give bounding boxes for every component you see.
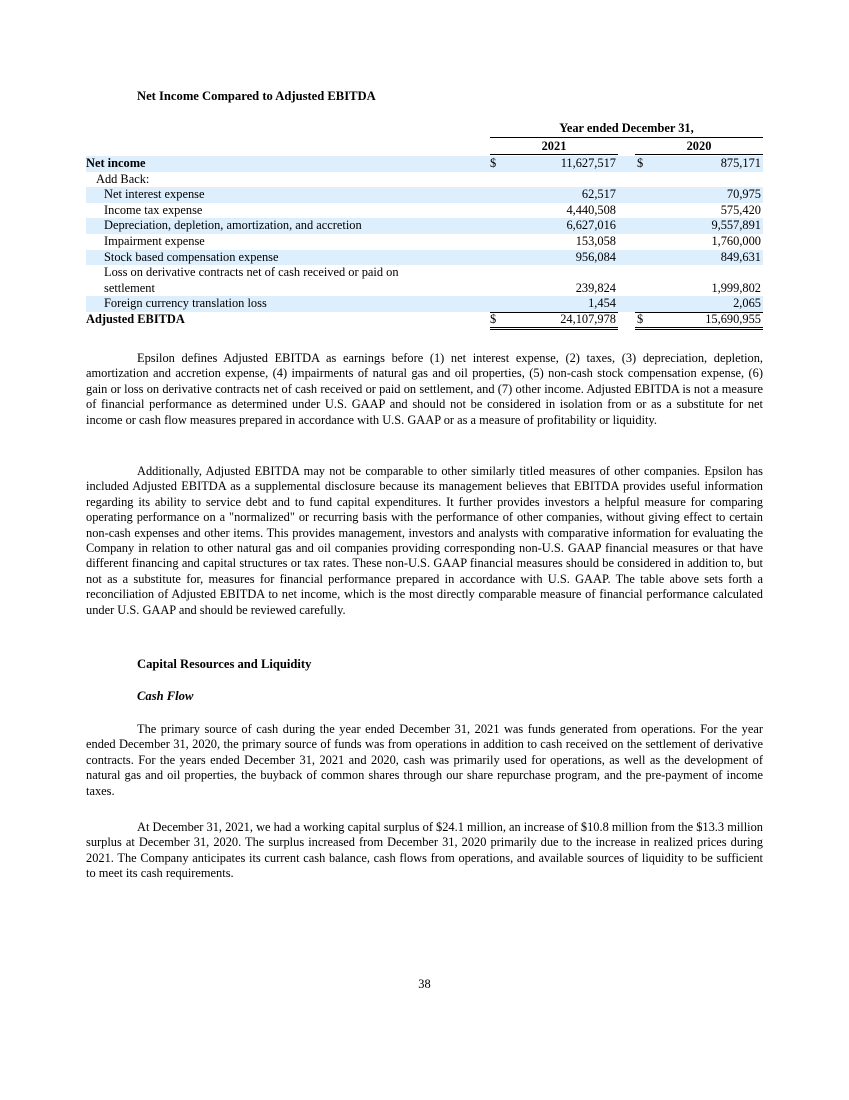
- heading-capital-resources: Capital Resources and Liquidity: [137, 657, 312, 671]
- row-label: Adjusted EBITDA: [86, 311, 185, 326]
- paragraph-text: The primary source of cash during the year ended December 31, 2021 was funds generated from operations. For the year ended December 31, 2020, the primary source of funds was from operations in addition to cash received on the settlement of derivative contracts. For the years ended December 31, 2021 and 2020, cash was primarily used for operations, as well as the development of natural gas and oil properties, the buyback of common shares through our share repurchase program, and the pre-payment of income taxes.: [86, 722, 763, 798]
- value-2021: 4,440,508: [566, 202, 616, 217]
- table-row-adjusted-ebitda: [86, 312, 763, 328]
- row-label-line2: settlement: [104, 280, 155, 295]
- paragraph-ebitda-comparability: [86, 464, 763, 618]
- table-header: [86, 120, 763, 156]
- paragraph-working-capital: [86, 820, 763, 882]
- row-label: Foreign currency translation loss: [104, 296, 267, 311]
- table-row: [86, 218, 763, 234]
- paragraph-ebitda-definition: [86, 351, 763, 428]
- table-row: [86, 234, 763, 250]
- page-number: 38: [418, 977, 431, 991]
- value-2020: 9,557,891: [711, 218, 761, 233]
- section-title: Net Income Compared to Adjusted EBITDA: [137, 89, 376, 103]
- row-label: Impairment expense: [104, 233, 205, 248]
- currency-symbol: $: [490, 311, 497, 326]
- value-2020: 849,631: [720, 249, 761, 264]
- table-row: [86, 265, 763, 296]
- row-label: Net income: [86, 156, 146, 170]
- value-2020: 15,690,955: [705, 311, 761, 326]
- row-label: Add Back:: [96, 171, 150, 186]
- value-2021: 11,627,517: [560, 156, 616, 170]
- value-2020: 575,420: [720, 202, 761, 217]
- value-2020: 1,760,000: [711, 233, 761, 248]
- row-label: Stock based compensation expense: [104, 249, 279, 264]
- column-header-2021: 2021: [490, 138, 618, 155]
- value-2021: 24,107,978: [560, 311, 616, 326]
- row-label: Income tax expense: [104, 202, 203, 217]
- row-label-line1: Loss on derivative contracts net of cash received or paid on: [104, 265, 399, 280]
- value-2020: 70,975: [726, 187, 761, 202]
- paragraph-cash-sources: [86, 722, 763, 799]
- heading-cash-flow: Cash Flow: [137, 689, 194, 703]
- value-2021: 1,454: [588, 296, 616, 311]
- currency-symbol: $: [637, 156, 644, 170]
- period-header: Year ended December 31,: [490, 120, 763, 138]
- value-2021: 956,084: [575, 249, 616, 264]
- table-row-add-back: [86, 172, 763, 188]
- table-row: [86, 296, 763, 312]
- table-row: [86, 203, 763, 219]
- row-label: Net interest expense: [104, 187, 205, 202]
- value-2021: 153,058: [575, 233, 616, 248]
- table-row-net-income: [86, 156, 763, 172]
- row-label: Depreciation, depletion, amortization, and accretion: [104, 218, 362, 233]
- currency-symbol: $: [490, 156, 497, 170]
- row-label: [104, 265, 399, 296]
- value-2021: 239,824: [575, 280, 616, 295]
- paragraph-text: Additionally, Adjusted EBITDA may not be comparable to other similarly titled measures of other companies. Epsilon has included Adjusted EBITDA as a supplemental disclosure because its management believes that EBITDA provides useful information regarding its ability to service debt and to fund capital expenditures. It further provides investors a helpful measure for comparing operating performance on a "normalized" or recurring basis with the performance of other companies, without giving effect to certain non-cash expenses and other items. This provides management, investors and analysts with comparative information for evaluating the Company in relation to other natural gas and oil companies providing corresponding non-U.S. GAAP financial measures or that have different financing and capital structures or tax rates. These non-U.S. GAAP financial measures should be considered in addition to, but not as a substitute for, measures for financial performance prepared in accordance with U.S. GAAP. The table above sets forth a reconciliation of Adjusted EBITDA to net income, which is the most directly comparable measure of financial performance calculated under U.S. GAAP and should be reviewed carefully.: [86, 464, 763, 617]
- value-2021: 62,517: [581, 187, 616, 202]
- paragraph-text: At December 31, 2021, we had a working capital surplus of $24.1 million, an increase of $10.8 million from the $13.3 million surplus at December 31, 2020. The surplus increased from December 31, 2020 primarily due to the increase in realized prices during 2021. The Company anticipates its current cash balance, cash flows from operations, and available sources of liquidity to be sufficient to meet its cash requirements.: [86, 820, 763, 881]
- value-2020: 1,999,802: [711, 280, 761, 295]
- table-row: [86, 187, 763, 203]
- table-row: [86, 250, 763, 266]
- value-2020: 875,171: [720, 156, 761, 170]
- column-header-2020: 2020: [635, 138, 763, 155]
- currency-symbol: $: [637, 311, 644, 326]
- ebitda-table: [86, 120, 763, 327]
- value-2020: 2,065: [733, 296, 761, 311]
- paragraph-text: Epsilon defines Adjusted EBITDA as earnings before (1) net interest expense, (2) taxes, (3) depreciation, depletion, amortization and accretion expense, (4) impairments of natural gas and oil properties, (5) non-cash stock compensation expense, (6) gain or loss on derivative contracts net of cash received or paid on settlement, and (7) other income. Adjusted EBITDA is not a measure of financial performance as determined under U.S. GAAP and should not be considered in isolation from or as a substitute for net income or cash flow measures prepared in accordance with U.S. GAAP or as a measure of profitability or liquidity.: [86, 351, 763, 427]
- value-2021: 6,627,016: [566, 218, 616, 233]
